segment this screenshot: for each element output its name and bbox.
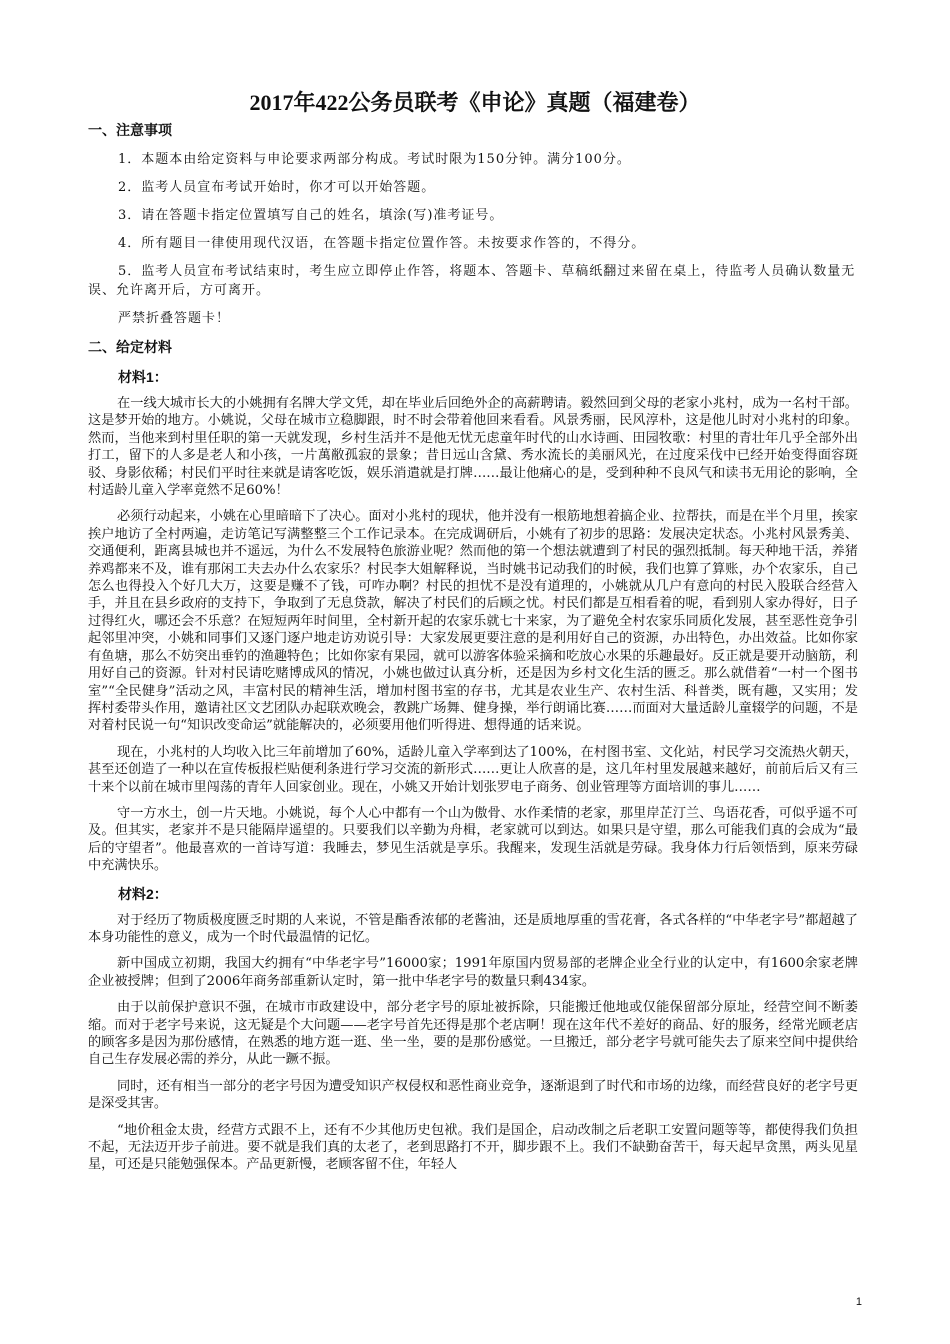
material-1-paragraph: 现在，小兆村的人均收入比三年前增加了60%，适龄儿童入学率到达了100%，在村图书室、文化站，村民学习交流热火朝天，甚至还创造了一种以在宣传板报栏贴便利条进行学习交流的新形式……更让人欣喜的是，这几年村里发展越来越好，前前后后又有三十来个以前在城市里闯荡的青年人回家创业。现在，小姚又开始计划张罗电子商务、创业管理等方面培训的事儿…… [88, 744, 858, 795]
note-item-3: 3．请在答题卡指定位置填写自己的姓名，填涂(写)准考证号。 [118, 208, 504, 223]
material-2-title: 材料2： [118, 885, 168, 902]
note-item-5: 5．监考人员宣布考试结束时，考生应立即停止作答，将题本、答题卡、草稿纸翻过来留在桌上，待监考人员确认数量无误、允许离开后，方可离开。 [88, 264, 856, 298]
material-1-paragraph: 在一线大城市长大的小姚拥有名牌大学文凭，却在毕业后回绝外企的高薪聘请。毅然回到父母的老家小兆村，成为一名村干部。这是梦开始的地方。小姚说，父母在城市立稳脚跟，时不时会带着他回来看看。风景秀丽，民风淳朴，这是他儿时对小兆村的印象。然而，当他来到村里任职的第一天就发现，乡村生活并不是他无忧无虑童年时代的山水诗画、田园牧歌：村里的青壮年几乎全部外出打工，留下的人多是老人和小孩，一片萬敝孤寂的景象；昔日远山含黛、秀水流长的美丽风光，在过度采伐中已经开始变得面容斑驳、身影依稀；村民们平时往来就是请客吃饭，娱乐消遣就是打牌……最让他痛心的是，受到种种不良风气和读书无用论的影响，全村适龄儿童入学率竟然不足60%！ [88, 396, 858, 499]
material-2-paragraph: “地价租金太贵，经营方式跟不上，还有不少其他历史包袱。我们是国企，启动改制之后老职工安置问题等等，都使得我们负担不起，无法迈开步子前进。要不就是我们真的太老了，老到思路打不开，脚步跟不上。我们不缺勤奋苦干，每天起早贪黑，两头见星星，可还是只能勉强保本。产品更新慢，老顾客留不住，年轻人 [88, 1122, 858, 1173]
page-title: 2017年422公务员联考《申论》真题（福建卷） [249, 90, 701, 115]
note-item-4: 4．所有题目一律使用现代汉语，在答题卡指定位置作答。未按要求作答的，不得分。 [118, 236, 646, 251]
material-1-title: 材料1： [118, 369, 168, 385]
material-2-paragraph: 新中国成立初期，我国大约拥有“中华老字号”16000家；1991年原国内贸易部的老牌企业全行业的认定中，有1600余家老牌企业被授牌；但到了2006年商务部重新认定时，第一批中华老字号的数量只剩434家。 [88, 956, 858, 989]
note-item-1: 1．本题本由给定资料与申论要求两部分构成。考试时限为150分钟。满分100分。 [118, 152, 631, 167]
note-warning: 严禁折叠答题卡！ [118, 311, 231, 326]
section-heading-materials: 二、给定材料 [88, 339, 172, 355]
material-2-paragraph: 由于以前保护意识不强，在城市市政建设中，部分老字号的原址被拆除，只能搬迁他地或仅能保留部分原址，经营空间不断萎缩。而对于老字号来说，这无疑是个大问题——老字号首先还得是那个老店啊！现在这年代不差好的商品、好的服务，经常光顾老店的顾客多是因为那份感情，在熟悉的地方逛一逛、坐一坐，要的是那份感觉。一旦搬迁，部分老字号就可能失去了原来空间中提供给自己生存发展必需的养分，从此一蹶不振。 [88, 1000, 858, 1068]
document-body [88, 120, 858, 1183]
section-heading-notes: 一、注意事项 [88, 122, 172, 138]
material-2-paragraph: 同时，还有相当一部分的老字号因为遭受知识产权侵权和恶性商业竞争，逐渐退到了时代和市场的边缘，而经营良好的老字号更是深受其害。 [88, 1078, 858, 1112]
material-1-paragraph: 必须行动起来，小姚在心里暗暗下了决心。面对小兆村的现状，他并没有一根筋地想着搞企业、拉帮扶，而是在半个月里，挨家挨户地访了全村两遍，走访笔记写满整整三个工作记录本。在完成调研后，小姚有了初步的思路：发展决定状态。小兆村风景秀美、交通便利，距离县城也并不遥远，为什么不发展特色旅游业呢？然而他的第一个想法就遭到了村民的强烈抵制。每天种地干活，养猪养鸡都来不及，谁有那闲工夫去办什么农家乐？村民李大姐解释说，当时姚书记动我们的时候，我们也算了算账，办个农家乐，自己怎么也得投入个好几大万，这要是赚不了钱，可咋办啊？村民的担忧不是没有道理的，小姚就从几户有意向的村民入股联合经营入手，并且在县乡政府的支持下，争取到了无息贷款，解决了村民们的后顾之忧。村民们都是互相看着的呢，看到别人家办得好，日子过得红火，哪还会不乐意？在短短两年时间里，全村新开起的农家乐就七十来家，为了避免全村农家乐同质化发展，甚至恶性竞争引起邻里冲突，小姚和同事们又逐门逐户地走访劝说引导：大家发展更要注意的是利用好自己的资源，办出特色，办出效益。比如你家有鱼塘，那么不妨突出垂钓的渔趣特色；比如你家有果园，就可以游客体验采摘和吃放心水果的乐趣最好。反正就是要开动脑筋，利用好自己的资源。针对村民请吃赌博成风的情况，小姚也做过认真分析，还是因为乡村文化生活的匮乏。那么就借着“一村一个图书室”“全民健身”活动之风，丰富村民的精神生活，增加村图书室的存书，尤其是农业生产、农村生活、科普类，既有趣，又实用；发挥村委带头作用，邀请社区文艺团队办起联欢晚会，教跳广场舞、健身操，举行朗诵比赛……而面对大量适龄儿童辍学的问题，不是对着村民说一句“知识改变命运”就能解决的，必须要用他们听得进、想得通的话来说。 [88, 509, 858, 734]
page-number: 1 [855, 1296, 862, 1308]
material-1-paragraph: 守一方水土，创一片天地。小姚说，每个人心中都有一个山为傲骨、水作柔情的老家，那里岸芷汀兰、鸟语花香，可似乎遥不可及。但其实，老家并不是只能隔岸遥望的。只要我们以辛勤为舟楫，老家就可以到达。如果只是守望，那么可能我们真的会成为“最后的守望者”。他最喜欢的一首诗写道：我睡去，梦见生活就是享乐。我醒来，发现生活就是劳碌。我身体力行后领悟到，原来劳碌中充满快乐。 [88, 805, 858, 874]
note-item-2: 2．监考人员宣布考试开始时，你才可以开始答题。 [118, 180, 436, 195]
material-2-paragraph: 对于经历了物质极度匮乏时期的人来说，不管是酯香浓郁的老酱油，还是质地厚重的雪花膏，各式各样的“中华老字号”都超越了本身功能性的意义，成为一个时代最温情的记忆。 [88, 912, 858, 945]
